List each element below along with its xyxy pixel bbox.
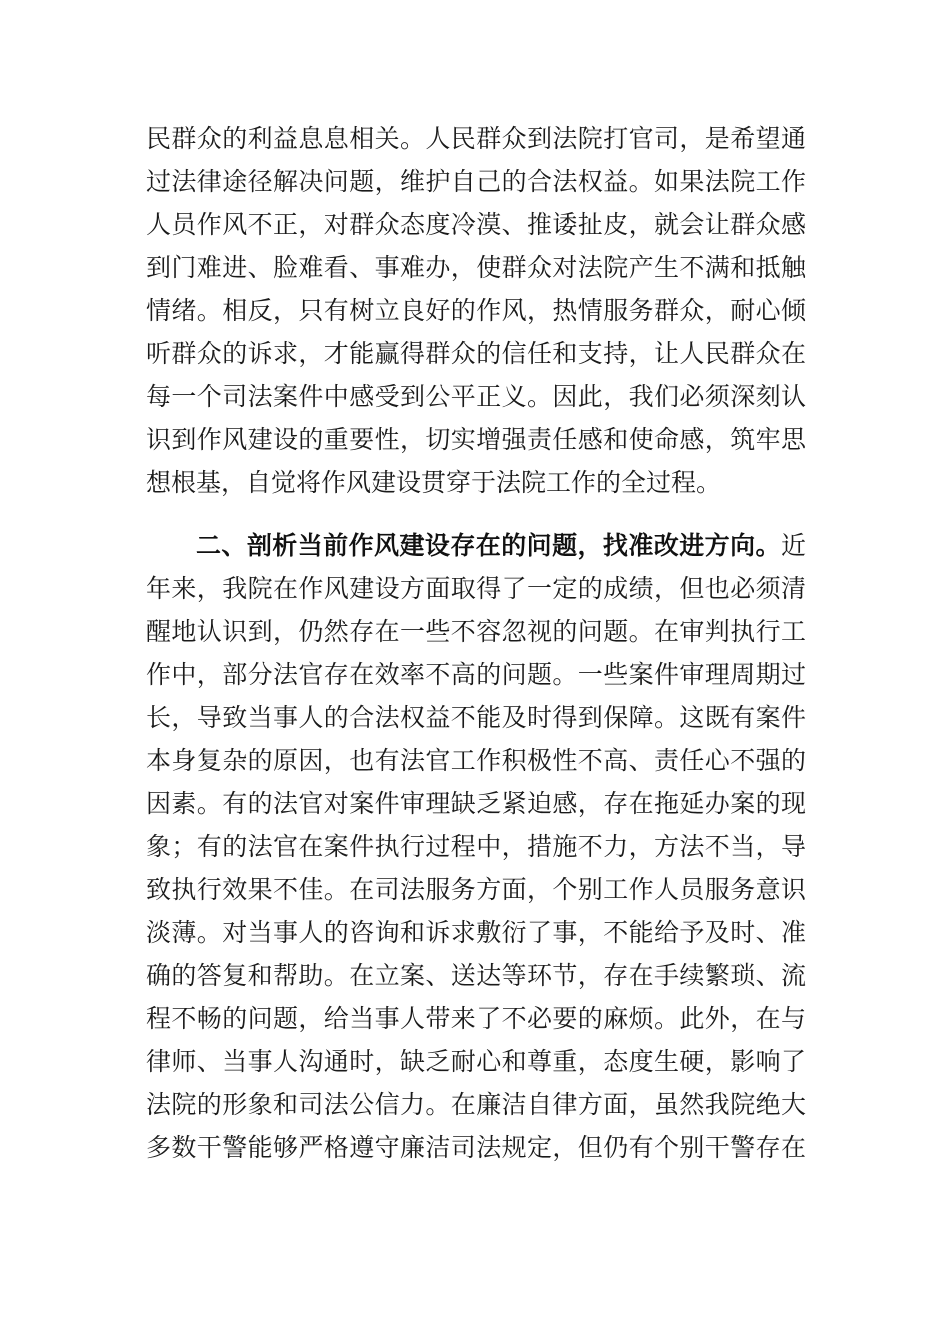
paragraph-line: 多数干警能够严格遵守廉洁司法规定，但仍有个别干警存在 bbox=[146, 1133, 806, 1162]
section-heading-line bbox=[196, 522, 806, 570]
paragraph-line: 确的答复和帮助。在立案、送达等环节，存在手续繁琐、流 bbox=[146, 961, 806, 990]
paragraph-line: 情绪。相反，只有树立良好的作风，热情服务群众，耐心倾 bbox=[146, 296, 806, 325]
paragraph-line: 长，导致当事人的合法权益不能及时得到保障。这既有案件 bbox=[146, 703, 806, 732]
paragraph-line: 听群众的诉求，才能赢得群众的信任和支持，让人民群众在 bbox=[146, 339, 806, 368]
paragraph-line: 醒地认识到，仍然存在一些不容忽视的问题。在审判执行工 bbox=[146, 617, 806, 646]
paragraph-line: 致执行效果不佳。在司法服务方面，个别工作人员服务意识 bbox=[146, 875, 806, 904]
section-heading: 二、剖析当前作风建设存在的问题，找准改进方向。 bbox=[196, 531, 781, 560]
paragraph-line: 淡薄。对当事人的咨询和诉求敷衍了事，不能给予及时、准 bbox=[146, 918, 806, 947]
paragraph-line: 每一个司法案件中感受到公平正义。因此，我们必须深刻认 bbox=[146, 382, 806, 411]
paragraph-line: 民群众的利益息息相关。人民群众到法院打官司，是希望通 bbox=[146, 124, 806, 153]
paragraph-line: 过法律途径解决问题，维护自己的合法权益。如果法院工作 bbox=[146, 167, 806, 196]
paragraph-line: 作中，部分法官存在效率不高的问题。一些案件审理周期过 bbox=[146, 660, 806, 689]
paragraph-line: 因素。有的法官对案件审理缺乏紧迫感，存在拖延办案的现 bbox=[146, 789, 806, 818]
paragraph-line: 识到作风建设的重要性，切实增强责任感和使命感，筑牢思 bbox=[146, 425, 806, 454]
paragraph-line: 法院的形象和司法公信力。在廉洁自律方面，虽然我院绝大 bbox=[146, 1090, 806, 1119]
paragraph-line: 想根基，自觉将作风建设贯穿于法院工作的全过程。 bbox=[146, 468, 722, 497]
paragraph-line: 象；有的法官在案件执行过程中，措施不力，方法不当，导 bbox=[146, 832, 806, 861]
paragraph-line: 年来，我院在作风建设方面取得了一定的成绩，但也必须清 bbox=[146, 574, 806, 603]
paragraph-line: 本身复杂的原因，也有法官工作积极性不高、责任心不强的 bbox=[146, 746, 806, 775]
paragraph-line: 人员作风不正，对群众态度冷漠、推诿扯皮，就会让群众感 bbox=[146, 210, 806, 239]
paragraph-line: 到门难进、脸难看、事难办，使群众对法院产生不满和抵触 bbox=[146, 253, 806, 282]
paragraph-line: 律师、当事人沟通时，缺乏耐心和尊重，态度生硬，影响了 bbox=[146, 1047, 806, 1076]
section-heading-tail: 近 bbox=[780, 531, 806, 560]
paragraph-line: 程不畅的问题，给当事人带来了不必要的麻烦。此外，在与 bbox=[146, 1004, 806, 1033]
